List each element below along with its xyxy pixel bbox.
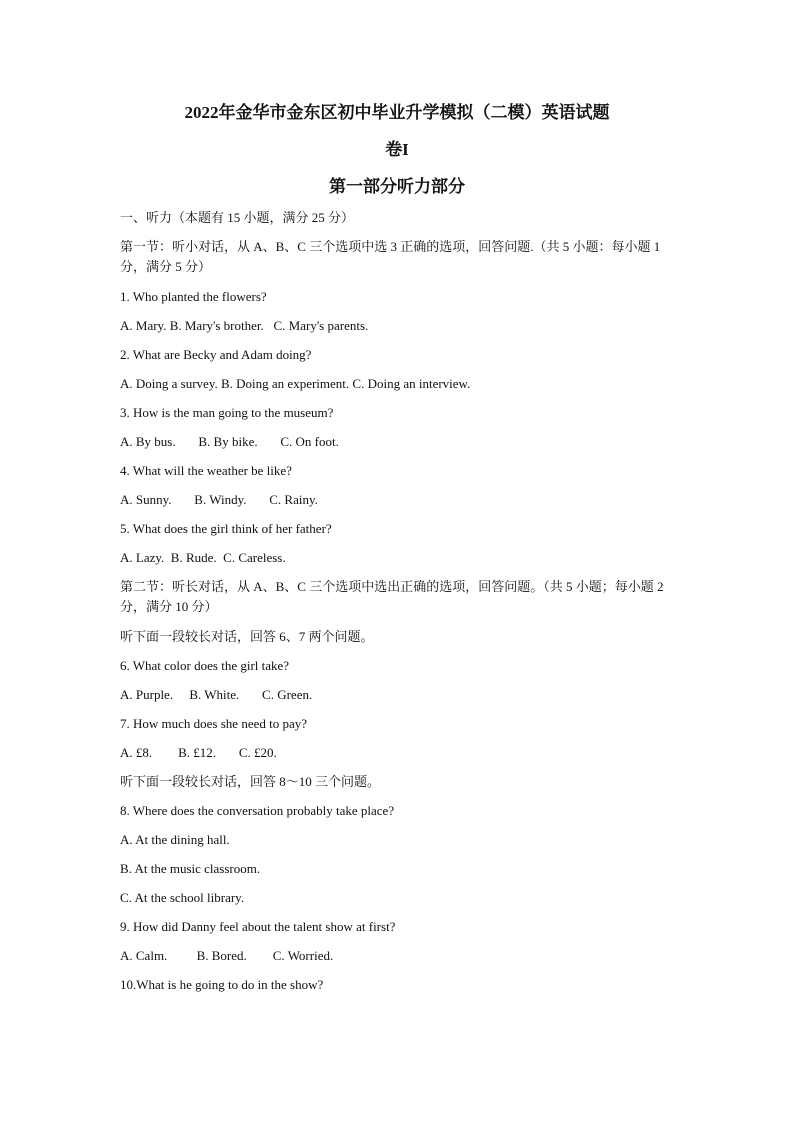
option-a: A. By bus. bbox=[120, 434, 176, 449]
exam-body bbox=[120, 208, 680, 994]
question-1: 1. Who planted the flowers? bbox=[120, 289, 267, 304]
option-c: C. Mary's parents. bbox=[263, 318, 369, 333]
option-c: C. Careless. bbox=[216, 550, 286, 565]
question-2: 2. What are Becky and Adam doing? bbox=[120, 347, 312, 362]
question-7: 7. How much does she need to pay? bbox=[120, 716, 308, 731]
options-6 bbox=[120, 685, 680, 704]
question-4: 4. What will the weather be like? bbox=[120, 463, 292, 478]
option-c: C. Green. bbox=[239, 687, 313, 702]
options-7 bbox=[120, 743, 680, 762]
option-a: A. Purple. bbox=[120, 687, 174, 702]
part-title: 第一部分听力部分 bbox=[329, 177, 465, 196]
option-a: A. Sunny. bbox=[120, 492, 172, 507]
option-c: C. £20. bbox=[216, 745, 277, 760]
volume-title: 卷I bbox=[385, 140, 409, 159]
option-b: B. Bored. bbox=[167, 948, 247, 963]
options-3 bbox=[120, 432, 680, 451]
exam-title: 2022年金华市金东区初中毕业升学模拟（二模）英语试题 bbox=[184, 103, 610, 122]
option-b: B. By bike. bbox=[175, 434, 258, 449]
option-c: C. On foot. bbox=[257, 434, 339, 449]
options-9 bbox=[120, 946, 680, 965]
question-3: 3. How is the man going to the museum? bbox=[120, 405, 334, 420]
options-2 bbox=[120, 374, 680, 393]
question-5: 5. What does the girl think of her father? bbox=[120, 521, 332, 536]
dialogue-intro-8-10: 听下面一段较长对话，回答 8～10 三个问题。 bbox=[120, 774, 381, 789]
option-a: A. Calm. bbox=[120, 948, 168, 963]
options-4 bbox=[120, 490, 680, 509]
option-c: C. Doing an interview. bbox=[349, 376, 471, 391]
option-c: C. Worried. bbox=[246, 948, 334, 963]
option-a: A. At the dining hall. bbox=[120, 832, 230, 847]
option-b: B. White. bbox=[173, 687, 240, 702]
option-b: B. Mary's brother. bbox=[166, 318, 264, 333]
option-b: B. £12. bbox=[152, 745, 217, 760]
option-b: B. Doing an experiment. bbox=[217, 376, 350, 391]
dialogue-intro-6-7: 听下面一段较长对话，回答 6、7 两个问题。 bbox=[120, 629, 374, 644]
listening-heading: 一、听力（本题有 15 小题，满分 25 分） bbox=[120, 210, 355, 225]
question-9: 9. How did Danny feel about the talent show at first? bbox=[120, 919, 396, 934]
option-a: A. £8. bbox=[120, 745, 153, 760]
question-10: 10.What is he going to do in the show? bbox=[120, 977, 324, 992]
options-1 bbox=[120, 316, 680, 335]
option-b: B. Windy. bbox=[171, 492, 247, 507]
option-a: A. Mary. bbox=[120, 318, 167, 333]
question-6: 6. What color does the girl take? bbox=[120, 658, 290, 673]
option-a: A. Doing a survey. bbox=[120, 376, 218, 391]
options-5 bbox=[120, 548, 680, 567]
option-a: A. Lazy. bbox=[120, 550, 165, 565]
question-8: 8. Where does the conversation probably take place? bbox=[120, 803, 395, 818]
option-b: B. At the music classroom. bbox=[120, 861, 261, 876]
option-c: C. Rainy. bbox=[246, 492, 318, 507]
section-1-instructions: 第一节：听小对话，从 A、B、C 三个选项中选 3 正确的选项，回答问题.（共 5 小题：每小题 1 分，满分 5 分） bbox=[120, 239, 661, 274]
option-b: B. Rude. bbox=[164, 550, 217, 565]
section-2-instructions: 第二节：听长对话，从 A、B、C 三个选项中选出正确的选项，回答问题。（共 5 小题；每小题 2 分，满分 10 分） bbox=[120, 579, 664, 614]
option-c: C. At the school library. bbox=[120, 890, 245, 905]
